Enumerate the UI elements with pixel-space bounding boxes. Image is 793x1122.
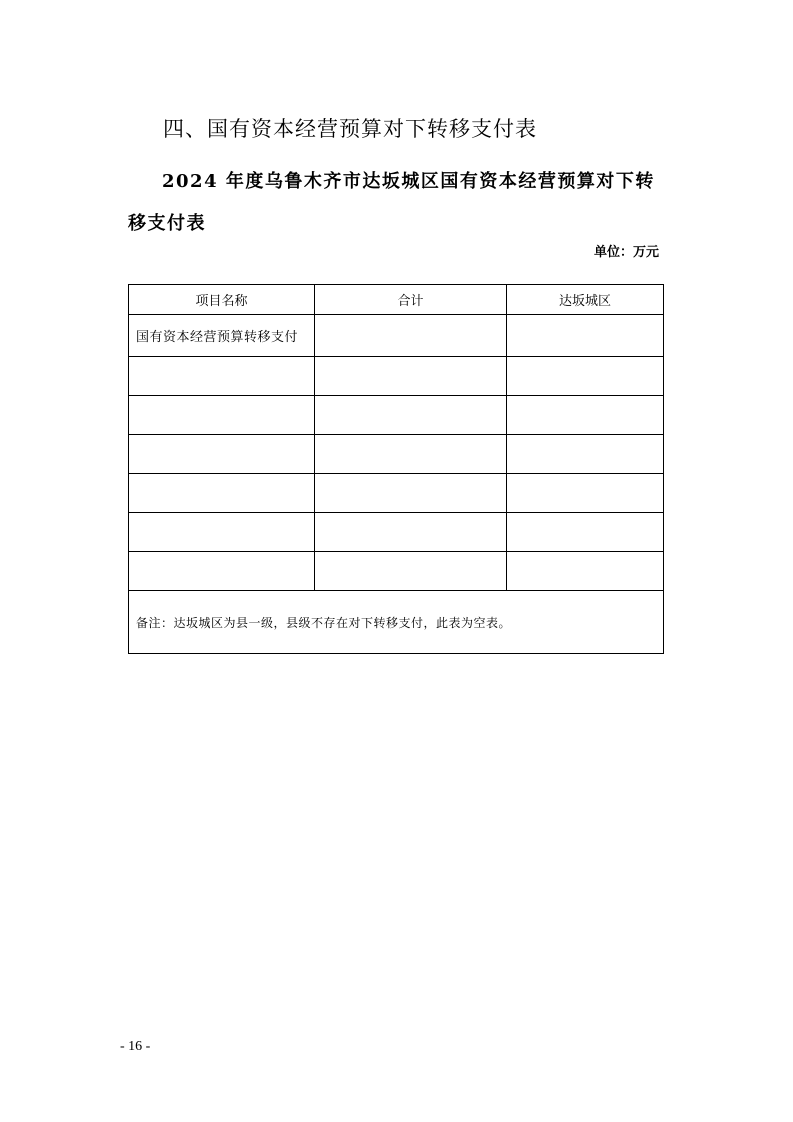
column-header-dabancheng: 达坂城区 <box>507 285 664 315</box>
table-cell <box>129 396 315 435</box>
table-cell <box>129 435 315 474</box>
table-note-row <box>129 591 664 654</box>
table-note: 备注：达坂城区为县一级，县级不存在对下转移支付，此表为空表。 <box>129 591 664 654</box>
column-header-total: 合计 <box>315 285 507 315</box>
unit-label: 单位：万元 <box>593 245 659 260</box>
table-cell <box>315 315 507 357</box>
page-number: - 16 - <box>120 1039 151 1054</box>
table-cell <box>507 552 664 591</box>
table-cell <box>129 552 315 591</box>
table-cell <box>315 357 507 396</box>
table-cell <box>315 396 507 435</box>
table-cell <box>315 435 507 474</box>
table-cell <box>507 435 664 474</box>
table-cell <box>129 474 315 513</box>
column-header-item-name: 项目名称 <box>129 285 315 315</box>
table-row <box>129 474 664 513</box>
table-row <box>129 315 664 357</box>
table-row <box>129 435 664 474</box>
table-cell <box>507 357 664 396</box>
section-heading: 四、国有资本经营预算对下转移支付表 <box>163 117 537 141</box>
table-cell <box>507 474 664 513</box>
table-cell <box>315 552 507 591</box>
table-cell: 国有资本经营预算转移支付 <box>129 315 315 357</box>
table-row <box>129 513 664 552</box>
table-cell <box>315 474 507 513</box>
table-row <box>129 552 664 591</box>
table-cell <box>129 513 315 552</box>
document-title: 2024 年度乌鲁木齐市达坂城区国有资本经营预算对下转移支付表 <box>128 171 655 234</box>
table-row <box>129 357 664 396</box>
table-cell <box>315 513 507 552</box>
table-cell <box>507 315 664 357</box>
table-header-row <box>129 285 664 315</box>
table-row <box>129 396 664 435</box>
table-cell <box>129 357 315 396</box>
transfer-payment-table <box>128 284 664 654</box>
table-cell <box>507 396 664 435</box>
table-cell <box>507 513 664 552</box>
